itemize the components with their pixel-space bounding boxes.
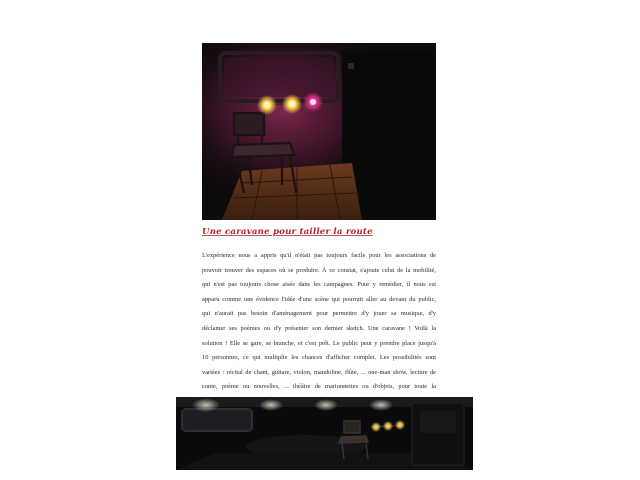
body-line: pouvoir trouver des espaces où se produire. À ce constat, s'ajoute celui de la mobilité, (202, 266, 436, 274)
article-title: Une caravane pour tailler la route (202, 227, 373, 237)
caravan-stage-photo (202, 43, 436, 220)
body-line: apparu comme une évidence l'idée d'une scène qui pourrait aller au devant du public, (202, 295, 436, 303)
body-line: variées : récital de chant, guitare, violon, mandoline, flûte, ... one-man show, lecture de (202, 368, 436, 376)
body-line: 10 personnes, ce qui multiplie les chances d'afficher complet. Les possibilités sont (202, 354, 436, 362)
body-line: conte, poème ou nouvelles, ... théâtre de marionnettes ou d'objets, pour toute la (202, 383, 436, 391)
caravan-stage-illustration (202, 43, 436, 220)
body-line: qui n'aurait pas besoin d'aménagement pour permettre d'y jouer sa musique, d'y (202, 310, 436, 318)
body-line: qui n'est pas toujours chose aisée dans les campagnes. Pour y remédier, il nous est (202, 281, 436, 289)
body-line: L'expérience nous a appris qu'il n'était pas toujours facile pour les associations de (202, 252, 436, 259)
caravan-panorama-photo (176, 397, 473, 470)
body-line: solution ! Elle se gare, se branche, et c'est prêt. Le public peut y prendre place jusqu'à (202, 339, 436, 347)
caravan-panorama-illustration (176, 397, 473, 470)
body-line: déclamer ses poèmes ou d'y présenter son dernier sketch. Une caravane ! Voilà la (202, 324, 436, 332)
